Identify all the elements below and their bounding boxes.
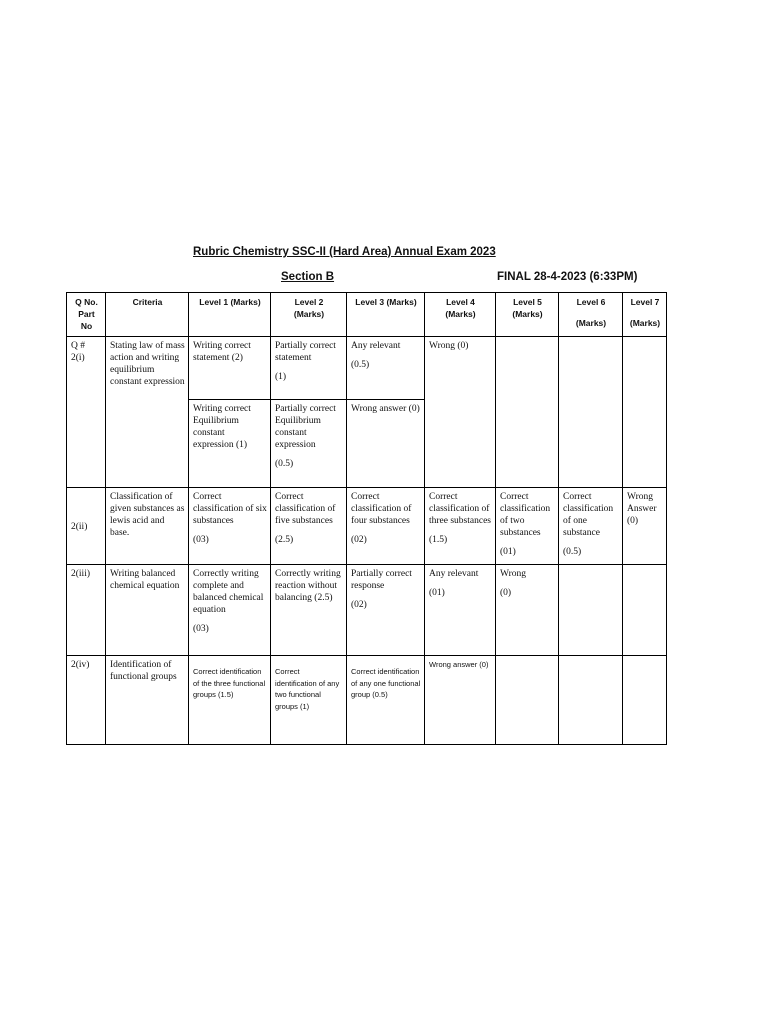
level2-marks: (0.5)	[275, 459, 294, 469]
level1-text: Correctly writing complete and balanced chemical equation	[193, 569, 264, 615]
level1-cell-q2i-a: Writing correct statement (2)	[189, 337, 271, 400]
level6-cell-q2ii	[559, 488, 623, 565]
level6-cell-q2iii	[559, 565, 623, 656]
level3-text: Any relevant	[351, 341, 401, 351]
level3-cell-q2i-b: Wrong answer (0)	[347, 400, 425, 488]
document-title: Rubric Chemistry SSC-II (Hard Area) Annual Exam 2023	[193, 246, 496, 258]
header-level6	[559, 293, 623, 337]
qno-part: 2(i)	[71, 353, 85, 363]
table-row-q2iii	[67, 565, 667, 656]
level3-marks: (02)	[351, 535, 367, 545]
level4-text: Correct classification of three substances	[429, 492, 491, 526]
level2-cell-q2iii: Correctly writing reaction without balancing (2.5)	[271, 565, 347, 656]
header-level6-line2: (Marks)	[575, 318, 607, 328]
header-level4-line2: (Marks)	[445, 309, 476, 319]
level3-cell-q2ii	[347, 488, 425, 565]
qno-label: Q #	[71, 341, 85, 351]
level6-text: Correct classification of one substance	[563, 492, 614, 538]
level5-text: Wrong	[500, 569, 526, 579]
level7-cell-q2iii	[623, 565, 667, 656]
final-note: FINAL 28-4-2023 (6:33PM)	[497, 271, 638, 283]
header-level7-line1: Level 7	[630, 297, 660, 307]
level5-marks: (01)	[500, 547, 516, 557]
level4-text: Any relevant	[429, 569, 479, 579]
header-level2-line1: Level 2	[294, 297, 324, 307]
table-row-q2ii	[67, 488, 667, 565]
header-level1: Level 1 (Marks)	[189, 293, 271, 337]
level1-text: Correct classification of six substances	[193, 492, 267, 526]
level1-marks: (03)	[193, 535, 209, 545]
level4-cell-q2iv: Wrong answer (0)	[425, 656, 496, 745]
level1-cell-q2iii	[189, 565, 271, 656]
header-level5	[496, 293, 559, 337]
header-level5-line1: Level 5	[513, 297, 542, 307]
criteria-cell-q2ii: Classification of given substances as lewis acid and base.	[106, 488, 189, 565]
header-criteria: Criteria	[106, 293, 189, 337]
level3-marks: (0.5)	[351, 360, 370, 370]
level3-cell-q2i-a	[347, 337, 425, 400]
header-row	[67, 293, 667, 337]
qno-cell-q2ii: 2(ii)	[67, 488, 106, 565]
level5-cell-q2i	[496, 337, 559, 488]
level1-cell-q2ii	[189, 488, 271, 565]
section-heading: Section B	[281, 271, 335, 283]
level2-text: Correct classification of five substances	[275, 492, 336, 526]
level2-marks: (1)	[275, 372, 287, 382]
header-level3: Level 3 (Marks)	[347, 293, 425, 337]
table-row-q2iv	[67, 656, 667, 745]
rubric-table	[66, 292, 667, 745]
level6-cell-q2iv	[559, 656, 623, 745]
qno-cell-q2iii: 2(iii)	[67, 565, 106, 656]
header-level2	[271, 293, 347, 337]
level3-text: Partially correct response	[351, 569, 412, 591]
header-level4-line1: Level 4	[446, 297, 475, 307]
qno-cell-q2i	[67, 337, 106, 488]
level6-marks: (0.5)	[563, 547, 582, 557]
level2-cell-q2iv: Correct identification of any two functional groups (1)	[271, 656, 347, 745]
header-qno-line1: Q No.	[75, 297, 98, 307]
level4-cell-q2iii	[425, 565, 496, 656]
level1-cell-q2i-b: Writing correct Equilibrium constant expression (1)	[189, 400, 271, 488]
level5-cell-q2iii	[496, 565, 559, 656]
level2-cell-q2i-a	[271, 337, 347, 400]
table-row-q2i-part1	[67, 337, 667, 400]
level3-cell-q2iii	[347, 565, 425, 656]
criteria-cell-q2iv: Identification of functional groups	[106, 656, 189, 745]
level1-cell-q2iv: Correct identification of the three functional groups (1.5)	[189, 656, 271, 745]
level2-text: Partially correct Equilibrium constant expression	[275, 404, 336, 450]
header-level7-line2: (Marks)	[629, 318, 661, 328]
header-qno-line2: Part	[78, 309, 95, 319]
level2-cell-q2ii	[271, 488, 347, 565]
level4-marks: (1.5)	[429, 535, 448, 545]
level3-cell-q2iv: Correct identification of any one functional group (0.5)	[347, 656, 425, 745]
criteria-cell-q2iii: Writing balanced chemical equation	[106, 565, 189, 656]
level2-text: Partially correct statement	[275, 341, 336, 363]
header-qno	[67, 293, 106, 337]
level2-marks: (2.5)	[275, 535, 294, 545]
header-qno-line3: No	[80, 321, 93, 331]
level5-cell-q2iv	[496, 656, 559, 745]
level4-cell-q2ii	[425, 488, 496, 565]
header-level5-line2: (Marks)	[512, 309, 543, 319]
level7-cell-q2iv	[623, 656, 667, 745]
header-level2-line2: (Marks)	[293, 309, 325, 319]
criteria-cell-q2i: Stating law of mass action and writing equilibrium constant expression	[106, 337, 189, 488]
level3-marks: (02)	[351, 600, 367, 610]
level5-text: Correct classification of two substances	[500, 492, 551, 538]
header-level4	[425, 293, 496, 337]
level1-marks: (03)	[193, 624, 209, 634]
level3-text: Correct classification of four substances	[351, 492, 412, 526]
qno-cell-q2iv: 2(iv)	[67, 656, 106, 745]
level4-marks: (01)	[429, 588, 445, 598]
level6-cell-q2i	[559, 337, 623, 488]
level2-cell-q2i-b	[271, 400, 347, 488]
level7-cell-q2i	[623, 337, 667, 488]
level7-cell-q2ii: Wrong Answer (0)	[623, 488, 667, 565]
header-level6-line1: Level 6	[576, 297, 606, 307]
level5-cell-q2ii	[496, 488, 559, 565]
level5-marks: (0)	[500, 588, 512, 598]
header-level7	[623, 293, 667, 337]
level4-cell-q2i: Wrong (0)	[425, 337, 496, 488]
